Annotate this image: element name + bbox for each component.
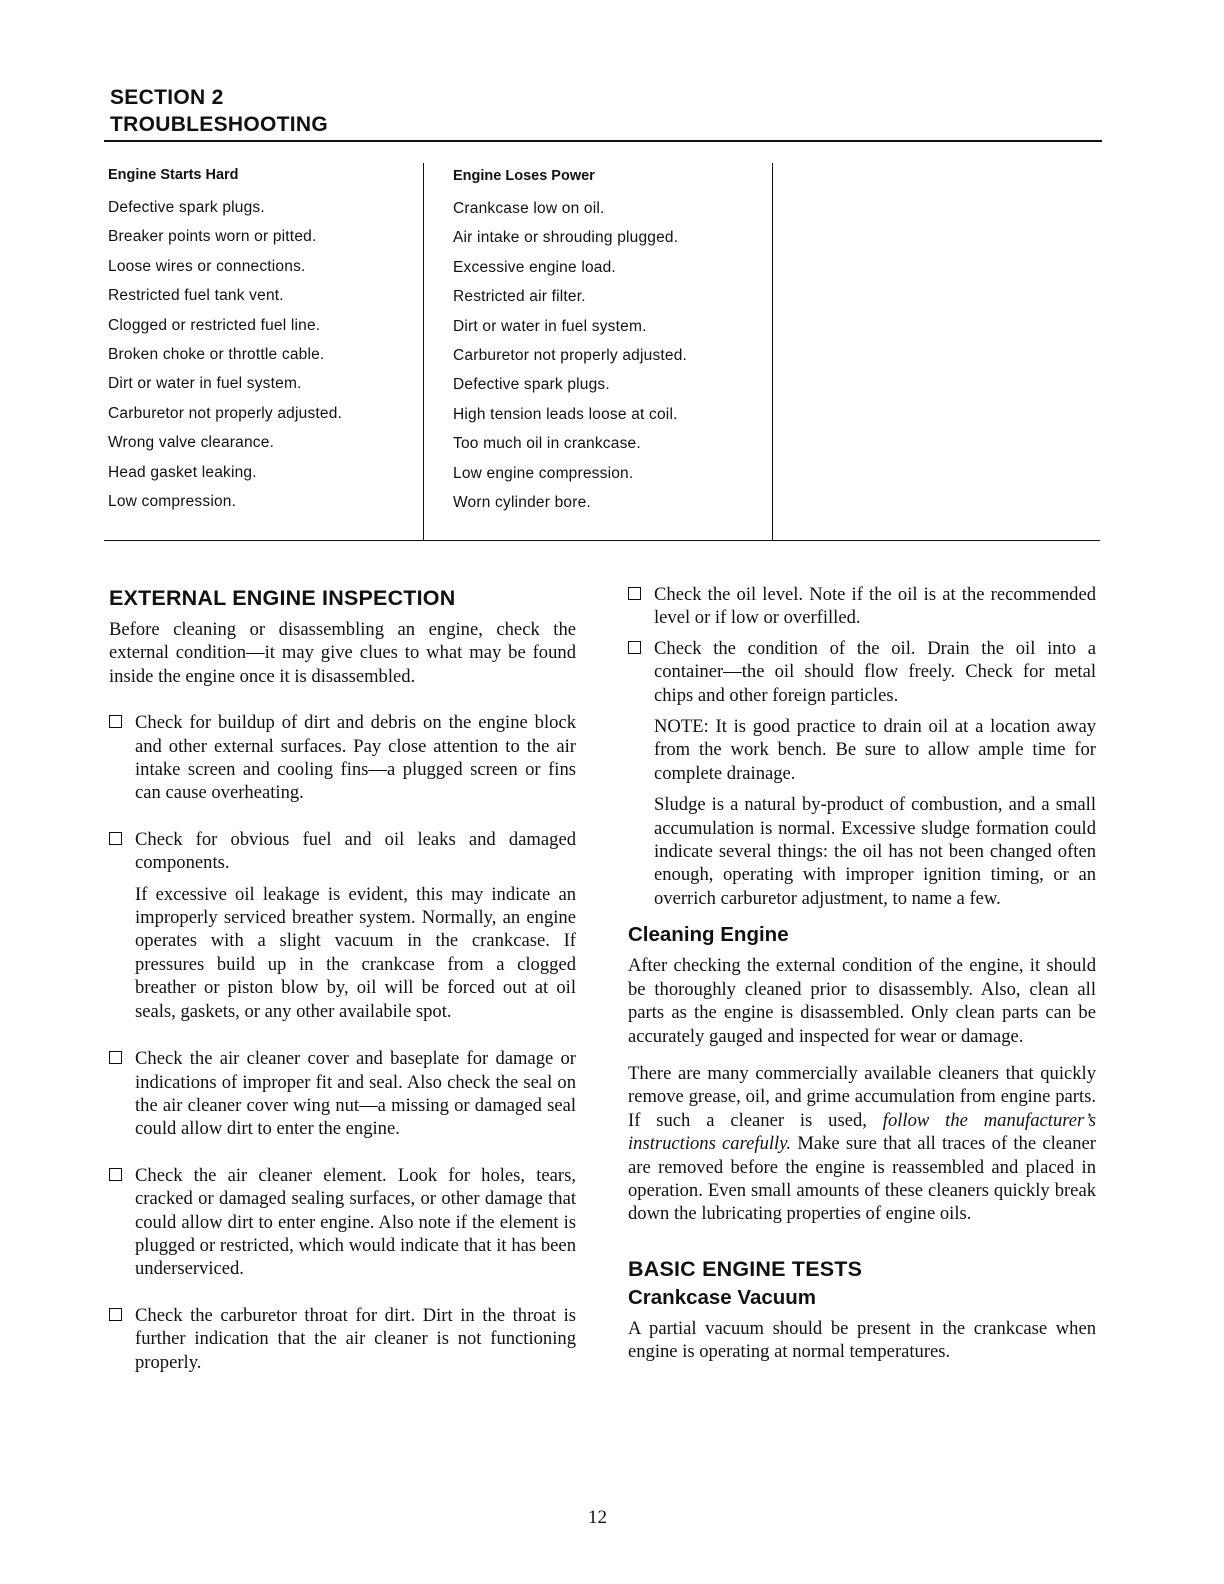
header-rule: [104, 140, 1102, 142]
intro-paragraph: Before cleaning or disassembling an engine, check the external condition—it may give clues to what may be found inside the engine once it is disassembled.: [109, 619, 576, 687]
list-item: Air intake or shrouding plugged.: [453, 229, 679, 247]
checklist-item: [109, 1304, 576, 1374]
list-item: Carburetor not properly adjusted.: [108, 404, 343, 422]
section-title: TROUBLESHOOTING: [110, 113, 328, 136]
checkbox-icon: [109, 1051, 122, 1064]
table-divider: [772, 163, 773, 540]
list-item: Wrong valve clearance.: [108, 434, 275, 452]
list-item: Excessive engine load.: [453, 258, 616, 276]
list-item: Crankcase low on oil.: [453, 200, 605, 217]
list-item: Restricted air filter.: [453, 288, 586, 306]
cleaners-italic-text: follow the manufacturer’s instructions carefully.: [628, 1109, 1096, 1155]
checkbox-icon: [109, 715, 122, 728]
list-item: Defective spark plugs.: [108, 199, 265, 216]
checklist-item: [109, 711, 576, 805]
check-text: Check the air cleaner element. Look for holes, tears, cracked or damaged sealing surfaces, or other damage that could allow dirt to enter engine. Also note if the element is plugged or restricted, which would indicate that it has been underserviced.: [135, 1164, 576, 1280]
list-item: Broken choke or throttle cable.: [108, 346, 325, 364]
list-item: Defective spark plugs.: [453, 376, 610, 394]
list-item: Carburetor not properly adjusted.: [453, 347, 688, 365]
list-item: Head gasket leaking.: [108, 463, 257, 481]
list-item: Dirt or water in fuel system.: [108, 375, 302, 393]
table-rule: [104, 540, 1100, 541]
list-item: Low engine compression.: [453, 464, 634, 482]
page-title: [110, 84, 328, 138]
check-text: Check the oil level. Note if the oil is at the recommended level or if low or overfilled.: [654, 584, 1096, 629]
list-item: Low compression.: [108, 493, 237, 511]
note-paragraph: NOTE: It is good practice to drain oil at a location away from the work bench. Be sure to allow ample time for complete drainage.: [654, 716, 1096, 784]
section-label: SECTION 2: [110, 86, 224, 109]
checklist-item: [109, 1164, 576, 1281]
ts-heading: Engine Starts Hard: [108, 167, 239, 183]
checkbox-icon: [109, 1308, 122, 1321]
list-item: Loose wires or connections.: [108, 257, 306, 275]
cleaners-text-end: Make sure that all traces of the cleaner are removed before the engine is reassembled and placed in operation. Even small amounts of these cleaners quickly break down the lubricating properties of engine oils.: [628, 1133, 1096, 1225]
checklist-item: [628, 583, 1096, 630]
checklist-item: [109, 828, 576, 875]
check-text: Check the condition of the oil. Drain the oil into a container—the oil should flow freely. Check for metal chips and other foreign particles.: [654, 637, 1096, 706]
list-item: Restricted fuel tank vent.: [108, 287, 284, 305]
cleaners-text: There are many commercially available cleaners that quickly remove grease, oil, and grime accumulation from engine parts. If such a cleaner is used,: [628, 1062, 1096, 1131]
section-heading-external: EXTERNAL ENGINE INSPECTION: [109, 586, 456, 610]
ts-column-starts-hard: [108, 167, 342, 516]
leak-note: If excessive oil leakage is evident, this may indicate an improperly serviced breather system. Normally, an engine operates with a slight vacuum in the crankcase. If pressures build up in the crankcase from a clogged breather or piston blow by, oil will be forced out at oil seals, gaskets, or any other availabile spot.: [135, 883, 576, 1022]
tests-heading: BASIC ENGINE TESTS: [628, 1256, 863, 1281]
cleaners-paragraph: [628, 1062, 1096, 1226]
list-item: High tension leads loose at coil.: [453, 405, 678, 423]
ts-column-loses-power: [453, 168, 687, 517]
checklist-item: [109, 1047, 576, 1141]
sludge-paragraph: Sludge is a natural by-product of combustion, and a small accumulation is normal. Excessive sludge formation could indicate several things: the oil has not been changed often enough, operating with improper ignition timing, or an overrich carburetor adjustment, to name a few.: [654, 794, 1096, 909]
checkbox-icon: [109, 1168, 122, 1181]
list-item: Clogged or restricted fuel line.: [108, 316, 321, 334]
checkbox-icon: [109, 832, 122, 845]
vacuum-paragraph: A partial vacuum should be present in the crankcase when engine is operating at normal temperatures.: [628, 1317, 1096, 1363]
ts-list: [108, 193, 342, 516]
cleaning-paragraph: After checking the external condition of the engine, it should be thoroughly cleaned prior to disassembly. Also, clean all parts as the engine is disassembled. Only clean parts can be accurately gauged and inspected for wear or damage.: [628, 955, 1096, 1047]
ts-heading: Engine Loses Power: [453, 168, 595, 184]
list-item: Breaker points worn or pitted.: [108, 228, 317, 246]
right-column: [628, 583, 1096, 1364]
check-text: Check for buildup of dirt and debris on the engine block and other external surfaces. Pay close attention to the air intake screen and cooling fins—a plugged screen or fins can cause overheating.: [135, 712, 576, 804]
checkbox-icon: [628, 641, 641, 654]
ts-list: [453, 194, 687, 517]
left-column: [109, 585, 576, 1374]
vacuum-heading: Crankcase Vacuum: [628, 1285, 817, 1309]
list-item: Too much oil in crankcase.: [453, 435, 641, 453]
check-text: Check the air cleaner cover and baseplate for damage or indications of improper fit and seal. Also check the seal on the air cleaner cover wing nut—a missing or damaged seal could allow dirt to enter the engine.: [135, 1048, 576, 1140]
checkbox-icon: [628, 587, 641, 600]
check-text: Check for obvious fuel and oil leaks and damaged components.: [135, 828, 576, 874]
list-item: Worn cylinder bore.: [453, 494, 591, 512]
list-item: Dirt or water in fuel system.: [453, 317, 647, 335]
check-text: Check the carburetor throat for dirt. Dirt in the throat is further indication that the air cleaner is not functioning properly.: [135, 1304, 576, 1373]
table-divider: [423, 163, 424, 540]
page-number: 12: [588, 1507, 607, 1528]
checklist-item: [628, 637, 1096, 707]
cleaning-heading: Cleaning Engine: [628, 923, 789, 947]
